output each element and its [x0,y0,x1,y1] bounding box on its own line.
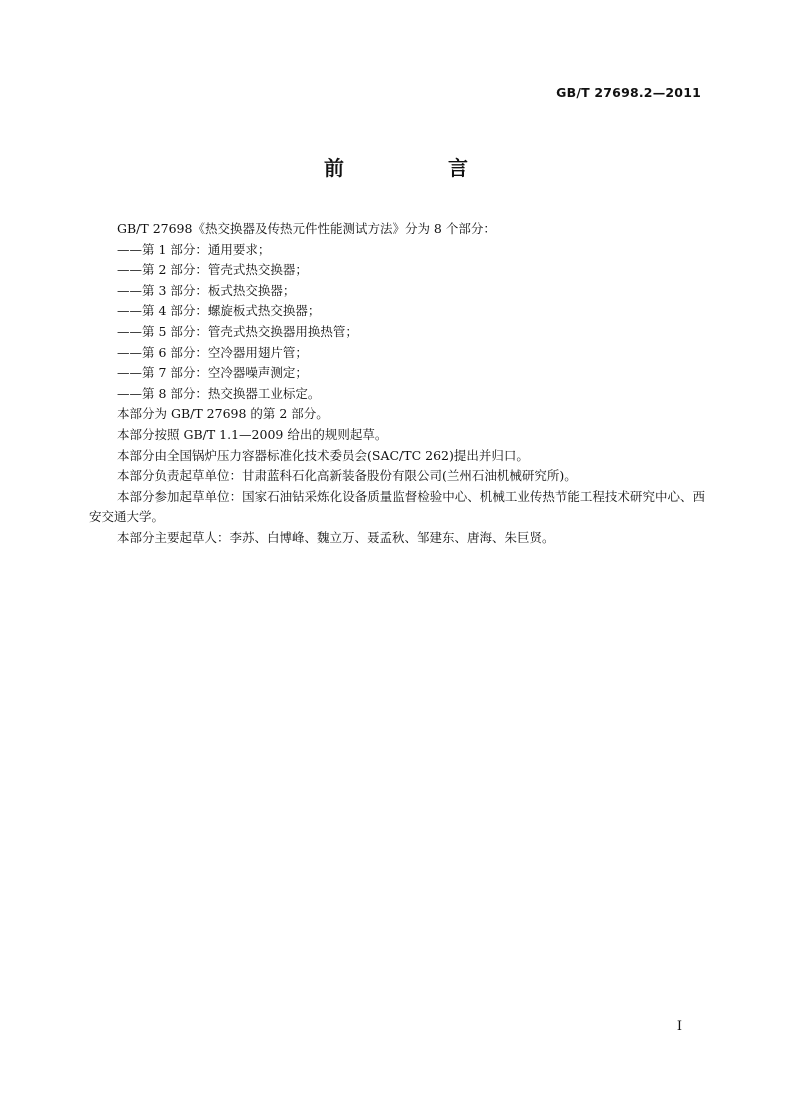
standard-code: GB/T 27698.2—2011 [556,85,701,100]
list-item-part-6: ——第 6 部分：空冷器用翅片管； [117,344,308,360]
list-item-part-7: ——第 7 部分：空冷器噪声测定； [117,365,308,381]
page-title: 前 言 [324,156,510,180]
paragraph-drafting-rules: 本部分按照 GB/T 1.1—2009 给出的规则起草。 [117,426,388,442]
paragraph-proposed-by: 本部分由全国锅炉压力容器标准化技术委员会(SAC/TC 262)提出并归口。 [117,447,529,463]
list-item-part-3: ——第 3 部分：板式热交换器； [117,282,296,298]
paragraph-drafters: 本部分主要起草人：李苏、白博峰、魏立万、聂孟秋、邹建东、唐海、朱巨贤。 [117,529,555,545]
paragraph-intro: GB/T 27698《热交换器及传热元件性能测试方法》分为 8 个部分： [117,221,496,236]
foreword-body [89,219,705,549]
paragraph-lead-drafter: 本部分负责起草单位：甘肃蓝科石化高新装备股份有限公司(兰州石油机械研究所)。 [117,468,577,484]
paragraph-participants: 本部分参加起草单位：国家石油钻采炼化设备质量监督检验中心、机械工业传热节能工程技术研究中心、西安交通大学。 [89,488,705,525]
list-item-part-2: ——第 2 部分：管壳式热交换器； [117,262,308,278]
list-item-part-5: ——第 5 部分：管壳式热交换器用换热管； [117,323,358,339]
paragraph-part-statement: 本部分为 GB/T 27698 的第 2 部分。 [117,406,329,422]
list-item-part-4: ——第 4 部分：螺旋板式热交换器； [117,303,321,319]
list-item-part-8: ——第 8 部分：热交换器工业标定。 [117,385,321,401]
page-number: I [676,1019,682,1034]
list-item-part-1: ——第 1 部分：通用要求； [117,241,271,257]
